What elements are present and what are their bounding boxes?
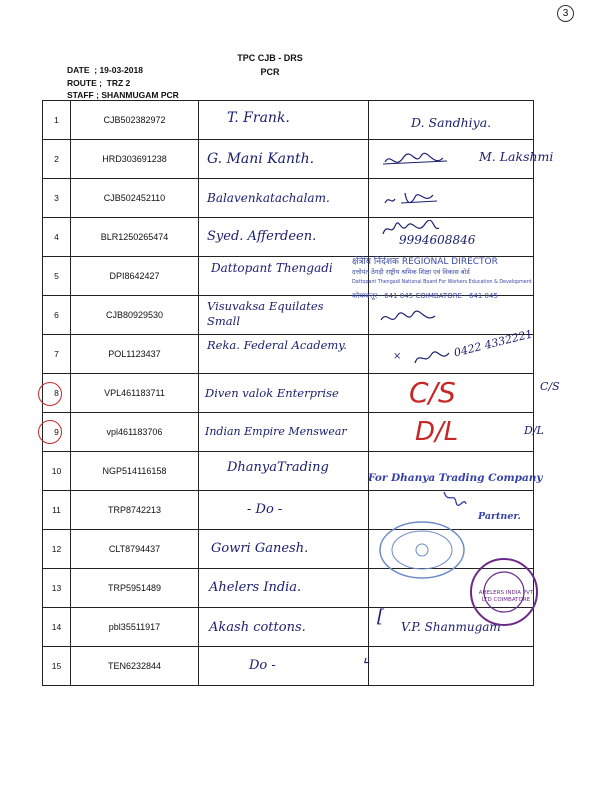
consignee-name: Balavenkatachalam. bbox=[207, 191, 330, 205]
date-value: 19-03-2018 bbox=[99, 65, 143, 75]
bracket-mark-icon: [ bbox=[377, 606, 385, 627]
row-number: 15 bbox=[43, 647, 71, 686]
company-stamp-line-2: Partner. bbox=[478, 511, 521, 522]
receiver-phone: 0422 4332221 bbox=[452, 327, 534, 360]
signature-cell bbox=[369, 218, 534, 257]
cross-mark-icon: × bbox=[393, 351, 402, 362]
signature-scribble bbox=[379, 308, 449, 328]
row-number: 8 bbox=[43, 374, 71, 413]
row-number: 6 bbox=[43, 296, 71, 335]
consignee-cell bbox=[199, 257, 369, 296]
consignment-id: POL1123437 bbox=[71, 335, 199, 374]
consignment-id: TRP5951489 bbox=[71, 569, 199, 608]
row-number: 14 bbox=[43, 608, 71, 647]
table-row bbox=[43, 452, 534, 491]
consignee-name: Reka. Federal Academy. bbox=[207, 338, 347, 352]
document-title bbox=[230, 51, 310, 79]
staff-line: STAFF ; SHANMUGAM PCR bbox=[67, 90, 179, 100]
consignee-name: Akash cottons. bbox=[209, 620, 306, 635]
consignee-name: Visuvaksa Equilates Small bbox=[207, 299, 324, 328]
consignment-id: DPI8642427 bbox=[71, 257, 199, 296]
route-label: ROUTE bbox=[67, 77, 97, 88]
stamp-line-3: Dattopant Thengadi National Board For Workers Education & Development bbox=[352, 280, 532, 285]
margin-note-dl: D/L bbox=[524, 424, 544, 437]
consignment-id: TRP8742213 bbox=[71, 491, 199, 530]
consignee-cell bbox=[199, 530, 369, 569]
row-number: 9 bbox=[43, 413, 71, 452]
consignment-id: vpl461183706 bbox=[71, 413, 199, 452]
table-row bbox=[43, 374, 534, 413]
stamp-line-2: दत्तोपंत ठेंगड़ी राष्ट्रीय श्रमिक शिक्षा एवं विकास बोर्ड bbox=[352, 268, 470, 276]
consignee-cell bbox=[199, 569, 369, 608]
receiver-signature: V.P. Shanmugam bbox=[401, 620, 501, 634]
consignment-id: CLT8794437 bbox=[71, 530, 199, 569]
status-mark-red: C/S bbox=[409, 376, 456, 409]
row-number: 1 bbox=[43, 101, 71, 140]
stamp-line-1: क्षेत्रीय निदेशक REGIONAL DIRECTOR bbox=[352, 257, 498, 267]
consignee-name: DhanyaTrading bbox=[227, 460, 329, 475]
consignee-cell bbox=[199, 218, 369, 257]
signature-cell bbox=[369, 140, 554, 179]
consignee-cell bbox=[199, 413, 369, 452]
table-row bbox=[43, 608, 534, 647]
consignment-id: HRD303691238 bbox=[71, 140, 199, 179]
table-row bbox=[43, 218, 534, 257]
title-line-2: PCR bbox=[260, 67, 280, 77]
consignee-cell bbox=[199, 647, 369, 686]
consignee-name: Diven valok Enterprise bbox=[205, 386, 339, 400]
consignee-name: Indian Empire Menswear bbox=[205, 425, 347, 438]
consignment-id: CJB502382972 bbox=[71, 101, 199, 140]
consignment-id: VPL461183711 bbox=[71, 374, 199, 413]
table-row bbox=[43, 335, 534, 374]
company-stamp-line-1: For Dhanya Trading Company bbox=[368, 472, 543, 484]
row-number: 3 bbox=[43, 179, 71, 218]
signature-cell bbox=[363, 647, 534, 686]
row-number: 7 bbox=[43, 335, 71, 374]
round-seal-text: AHELERS INDIA PVT LTD COIMBATORE bbox=[478, 590, 534, 603]
consignee-cell bbox=[199, 452, 369, 491]
signature-cell bbox=[369, 413, 534, 452]
stamp-line-4: कोयम्बत्तूर - 641 045 COIMBATORE - 641 045 bbox=[352, 292, 498, 300]
signature-scribble bbox=[413, 347, 453, 369]
margin-note-cs: C/S bbox=[540, 380, 560, 393]
red-circle-mark-icon bbox=[38, 420, 62, 444]
row-number: 12 bbox=[43, 530, 71, 569]
consignment-id: CJB80929530 bbox=[71, 296, 199, 335]
signature-scribble bbox=[381, 148, 451, 172]
title-line-1: TPC CJB - DRS bbox=[237, 53, 303, 63]
row-number: 2 bbox=[43, 140, 71, 179]
row-number: 11 bbox=[43, 491, 71, 530]
signature-cell bbox=[369, 327, 534, 374]
page-number-circle bbox=[557, 5, 574, 22]
consignee-cell bbox=[199, 140, 369, 179]
row-number: 10 bbox=[43, 452, 71, 491]
signature-scribble bbox=[381, 187, 441, 211]
row-number: 4 bbox=[43, 218, 71, 257]
page-number: 3 bbox=[562, 8, 569, 19]
status-mark-red: D/L bbox=[415, 417, 459, 447]
row-number: 5 bbox=[43, 257, 71, 296]
staff-value: SHANMUGAM PCR bbox=[101, 90, 179, 100]
signature-cell bbox=[369, 179, 534, 218]
table-row bbox=[43, 140, 534, 179]
consignment-id: CJB502452110 bbox=[71, 179, 199, 218]
date-label: DATE bbox=[67, 65, 90, 75]
consignee-name: Ahelers India. bbox=[209, 580, 302, 595]
consignee-name: G. Mani Kanth. bbox=[207, 151, 315, 167]
consignment-id: NGP514116158 bbox=[71, 452, 199, 491]
staff-label: STAFF bbox=[67, 90, 94, 100]
consignment-id: TEN6232844 bbox=[71, 647, 199, 686]
consignee-name: - Do - bbox=[247, 502, 283, 517]
table-row bbox=[43, 179, 534, 218]
consignee-name: Gowri Ganesh. bbox=[211, 541, 309, 556]
bracket-mark-icon: ⌞ bbox=[363, 647, 371, 666]
consignee-name: Do - bbox=[249, 658, 276, 673]
consignee-cell bbox=[199, 101, 369, 140]
consignee-cell bbox=[199, 608, 369, 647]
route-value: TRZ 2 bbox=[106, 77, 131, 88]
signature-cell bbox=[369, 452, 534, 491]
receiver-phone: 9994608846 bbox=[399, 233, 476, 247]
row-number: 13 bbox=[43, 569, 71, 608]
consignment-id: pbl35511917 bbox=[71, 608, 199, 647]
red-circle-mark-icon bbox=[38, 382, 62, 406]
consignee-name: Syed. Afferdeen. bbox=[207, 229, 317, 244]
receiver-signature: M. Lakshmi bbox=[479, 149, 554, 164]
receiver-signature: D. Sandhiya. bbox=[411, 115, 492, 130]
consignee-name: Dattopant Thengadi bbox=[211, 261, 333, 275]
consignee-cell bbox=[199, 491, 369, 530]
route-line: ROUTE ; TRZ 2 bbox=[67, 77, 131, 88]
header-info bbox=[67, 64, 179, 102]
table-row bbox=[43, 647, 534, 686]
delivery-table bbox=[42, 100, 554, 686]
signature-cell bbox=[369, 374, 534, 413]
consignment-id: BLR1250265474 bbox=[71, 218, 199, 257]
partner-signature-icon bbox=[440, 488, 470, 508]
date-line: DATE ; 19-03-2018 bbox=[67, 65, 143, 75]
table-row bbox=[43, 296, 534, 335]
consignee-cell bbox=[199, 374, 369, 413]
table-row bbox=[43, 413, 534, 452]
round-seal-blue-icon bbox=[378, 520, 466, 580]
consignee-name: T. Frank. bbox=[227, 110, 290, 126]
consignee-cell bbox=[199, 296, 369, 335]
consignee-cell bbox=[199, 179, 369, 218]
table-row bbox=[43, 101, 534, 140]
signature-cell bbox=[369, 101, 534, 140]
signature-cell bbox=[369, 296, 534, 335]
consignee-cell bbox=[199, 335, 369, 374]
